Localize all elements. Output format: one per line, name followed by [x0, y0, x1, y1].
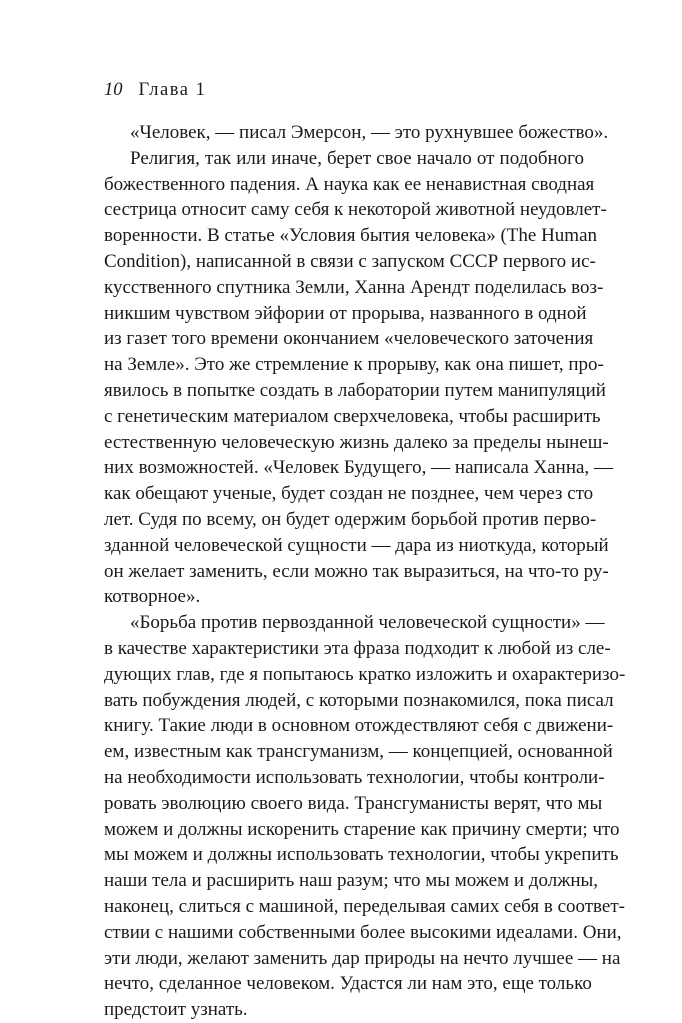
text-line: Религия, так или иначе, берет свое начало от подобного [130, 147, 584, 169]
page-number: 10 [104, 80, 123, 100]
text-line: «Человек, — писал Эмерсон, — это рухнувшее божество». [130, 122, 609, 143]
text-line: ровать эволюцию своего вида. Трансгуманисты верят, что мы [104, 792, 603, 814]
text-line: явилось в попытке создать в лаборатории путем манипуляций [104, 379, 606, 401]
text-line: никшим чувством эйфории от прорыва, названного в одной [104, 302, 587, 324]
text-line: естественную человеческую жизнь далеко за пределы нынеш- [104, 431, 609, 453]
text-line: в качестве характеристики эта фраза подходит к любой из сле- [104, 637, 611, 659]
body-text [104, 120, 626, 1023]
text-line: Condition), написанной в связи с запуском СССР первого ис- [104, 250, 596, 272]
text-line: на Земле». Это же стремление к прорыву, как она пишет, про- [104, 354, 604, 376]
text-line: нечто, сделанное человеком. Удастся ли нам это, еще только [104, 973, 592, 995]
running-head [104, 78, 206, 102]
text-line: вать побуждения людей, с которыми познакомился, пока писал [104, 689, 614, 711]
text-line: из газет того времени окончанием «человеческого заточения [104, 328, 594, 350]
text-line: ем, известным как трансгуманизм, — концепцией, основанной [104, 741, 613, 763]
text-line: кусственного спутника Земли, Ханна Арендт поделилась воз- [104, 276, 604, 298]
text-line: на необходимости использовать технологии, чтобы контроли- [104, 766, 605, 788]
text-line: наши тела и расширить наш разум; что мы можем и должны, [104, 870, 598, 892]
text-line: сестрица относит саму себя к некоторой животной неудовлет- [104, 199, 607, 221]
text-line: воренности. В статье «Условия бытия человека» (The Human [104, 225, 598, 247]
text-line: мы можем и должны использовать технологии, чтобы укрепить [104, 844, 619, 866]
text-line: эти люди, желают заменить дар природы на нечто лучшее — на [104, 947, 621, 969]
text-line: с генетическим материалом сверхчеловека, чтобы расширить [104, 405, 601, 427]
chapter-label: Глава 1 [138, 80, 207, 100]
text-line: «Борьба против первозданной человеческой сущности» — [130, 612, 605, 634]
text-line: он желает заменить, если можно так выразиться, на что-то ру- [104, 560, 609, 582]
text-line: наконец, слиться с машиной, переделывая самих себя в соответ- [104, 895, 625, 917]
text-line: божественного падения. А наука как ее ненавистная сводная [104, 173, 595, 195]
text-line: котворное». [104, 586, 201, 608]
text-line: зданной человеческой сущности — дара из ниоткуда, который [104, 534, 609, 556]
text-line: ствии с нашими собственными более высокими идеалами. Они, [104, 921, 622, 943]
text-line: дующих глав, где я попытаюсь кратко изложить и охарактеризо- [104, 663, 626, 685]
text-line: как обещают ученые, будет создан не позднее, чем через сто [104, 483, 594, 505]
text-line: предстоит узнать. [104, 999, 248, 1021]
text-line: книгу. Такие люди в основном отождествляют себя с движени- [104, 715, 614, 737]
text-line: можем и должны искоренить старение как причину смерти; что [104, 818, 620, 840]
text-line: лет. Судя по всему, он будет одержим борьбой против перво- [104, 508, 597, 530]
text-line: них возможностей. «Человек Будущего, — написала Ханна, — [104, 457, 613, 479]
